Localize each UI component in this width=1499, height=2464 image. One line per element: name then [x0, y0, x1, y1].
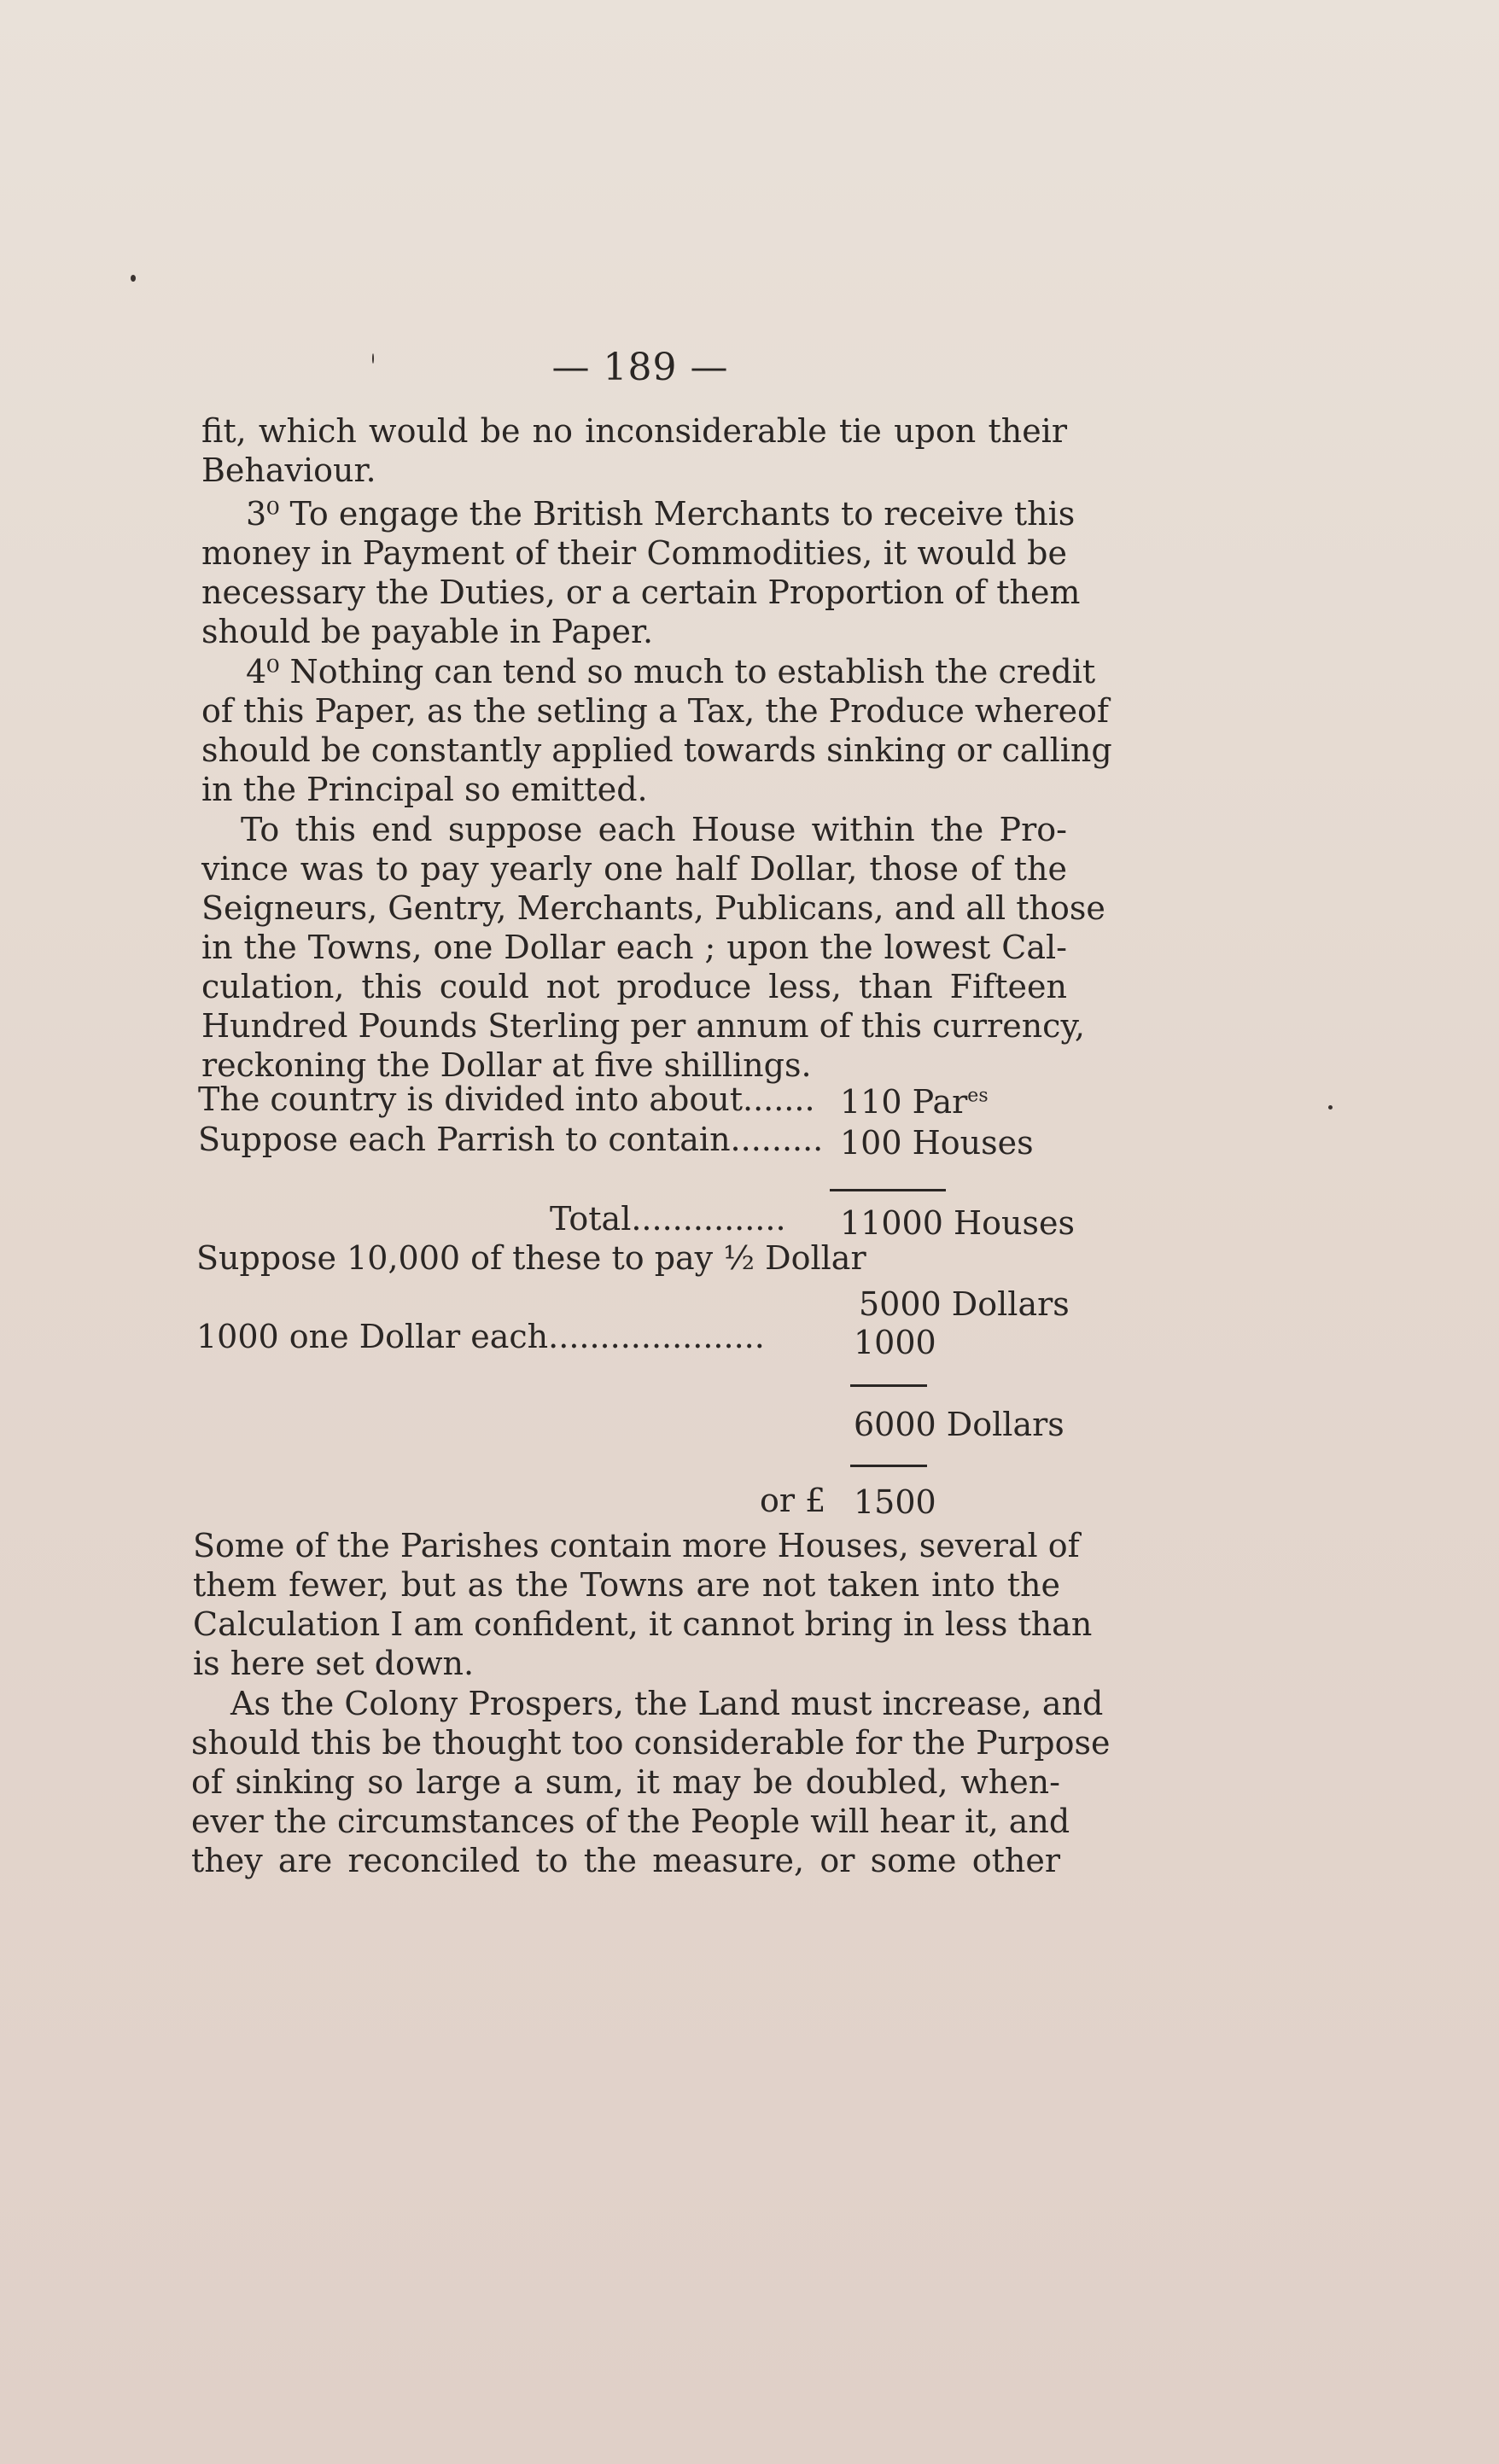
- calc-rule-total: [830, 1189, 946, 1191]
- calc-label-houses: Suppose each Parrish to contain.........: [198, 1121, 824, 1158]
- paragraph-parishes-note: [193, 1526, 1093, 1683]
- paper-speck: [1328, 1105, 1333, 1110]
- calc-value-sum: 6000 Dollars: [854, 1406, 1064, 1443]
- calc-value-houses: 100 Houses: [840, 1124, 1034, 1162]
- calculation-table: [196, 0, 1112, 1521]
- calc-value-total: 11000 Houses: [840, 1204, 1075, 1242]
- text-line: should be constantly applied towards sinking or calling: [201, 731, 1112, 769]
- text-line: Behaviour.: [201, 451, 376, 489]
- text-line: ever the circumstances of the People will hear it, and: [191, 1803, 1070, 1840]
- text-line: Calculation I am confident, it cannot bring in less than: [193, 1605, 1093, 1643]
- text-line: they are reconciled to the measure, or some other: [191, 1842, 1060, 1879]
- text-line: them fewer, but as the Towns are not taken into the: [193, 1566, 1060, 1604]
- text-line: in the Principal so emitted.: [201, 771, 648, 808]
- text-line: 3⁰ To engage the British Merchants to receive this: [246, 495, 1076, 533]
- text-line: of sinking so large a sum, it may be doubled, when-: [191, 1763, 1060, 1801]
- calc-label-pounds: or £: [760, 1482, 826, 1519]
- text-line: necessary the Duties, or a certain Proportion of them: [201, 574, 1081, 611]
- text-line: culation, this could not produce less, than Fifteen: [201, 968, 1067, 1005]
- calc-label-parishes: The country is divided into about.......: [198, 1081, 815, 1118]
- calc-label-half-dollar: Suppose 10,000 of these to pay ½ Dollar: [196, 1239, 866, 1277]
- text-line: Seigneurs, Gentry, Merchants, Publicans, and all those: [201, 889, 1105, 927]
- text-line: As the Colony Prospers, the Land must increase, and: [230, 1685, 1104, 1722]
- paragraph-colony-prospers: [191, 1684, 1111, 1880]
- calc-rule-sum: [850, 1384, 927, 1387]
- calc-value-one-dollar: 1000: [854, 1324, 936, 1361]
- text-line: should be payable in Paper.: [201, 613, 654, 650]
- page-number: — 189 —: [551, 346, 729, 389]
- calc-value-pounds: 1500: [854, 1483, 936, 1521]
- calc-value-half-dollar: 5000 Dollars: [859, 1285, 1070, 1323]
- text-line: To this end suppose each House within the Pro-: [241, 811, 1067, 848]
- calc-label-total: Total...............: [550, 1200, 786, 1238]
- text-line: money in Payment of their Commodities, it would be: [201, 534, 1067, 572]
- calc-label-one-dollar: 1000 one Dollar each.....................: [196, 1318, 765, 1355]
- calc-value-parishes-superscript: es: [967, 1085, 989, 1107]
- text-line: reckoning the Dollar at five shillings.: [201, 1046, 812, 1084]
- paper-speck: [131, 275, 136, 282]
- text-line: is here set down.: [193, 1645, 475, 1682]
- text-line: of this Paper, as the setling a Tax, the Produce whereof: [201, 692, 1109, 730]
- calc-value-parishes: [840, 1082, 989, 1121]
- text-line: 4⁰ Nothing can tend so much to establish the credit: [246, 653, 1096, 690]
- calc-value-parishes-text: 110 Par: [840, 1083, 968, 1121]
- text-line: vince was to pay yearly one half Dollar, those of the: [201, 850, 1067, 888]
- text-line: in the Towns, one Dollar each ; upon the lowest Cal-: [201, 929, 1067, 966]
- text-line: should this be thought too considerable for the Purpose: [191, 1724, 1111, 1762]
- calc-rule-pounds: [850, 1465, 927, 1467]
- text-line: Some of the Parishes contain more Houses, several of: [193, 1527, 1080, 1564]
- text-line: fit, which would be no inconsiderable tie upon their: [201, 412, 1067, 450]
- text-line: Hundred Pounds Sterling per annum of this currency,: [201, 1007, 1085, 1045]
